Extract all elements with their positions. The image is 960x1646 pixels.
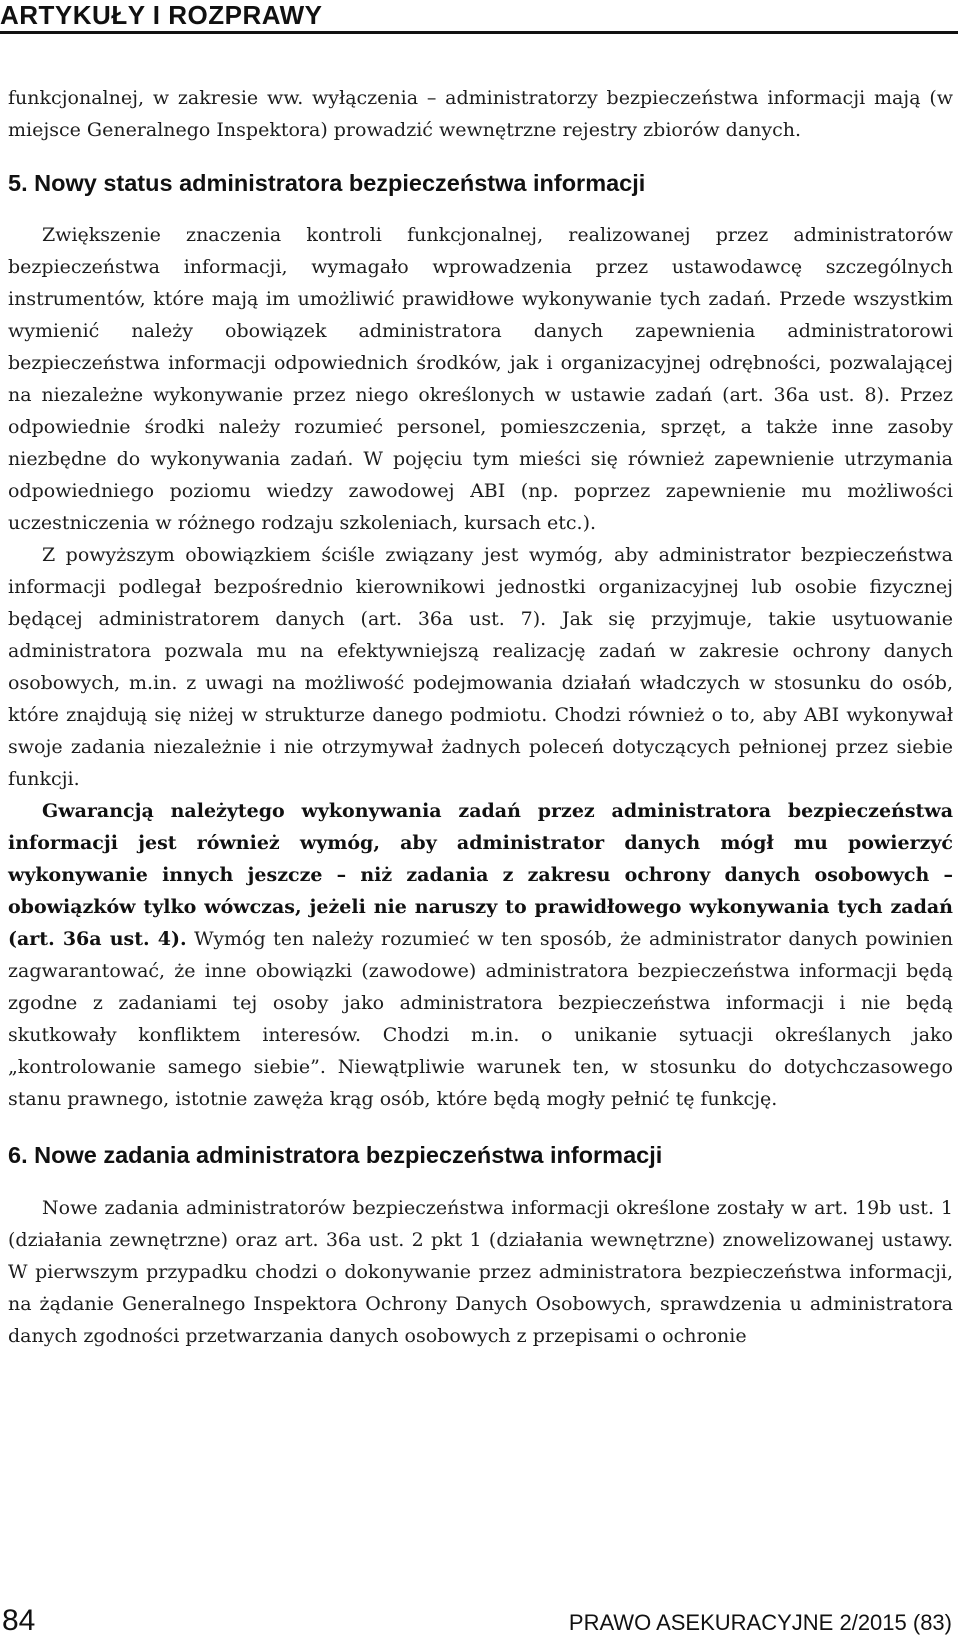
page-number: 84 <box>2 1604 36 1637</box>
paragraph: Zwiększenie znaczenia kontroli funkcjonalnej, realizowanej przez administratorów bezpieczeństwa informacji, wymagało wprowadzenia przez ustawodawcę szczególnych instrumentów, które mają im umożliwić prawidłowe wykonywanie tych zadań. Przede wszystkim wymienić należy obowiązek administratora danych zapewnienia administratorowi bezpieczeństwa informacji odpowiednich środków, jak i organizacyjnej odrębności, pozwalającej na niezależne wykonywanie przez niego określonych w ustawie zadań (art. 36a ust. 8). Przez odpowiednie środki należy rozumieć personel, pomieszczenia, sprzęt, a także inne zasoby niezbędne do wykonywania zadań. W pojęciu tym mieści się również zapewnienie utrzymania odpowiedniego poziomu wiedzy zawodowej ABI (np. poprzez zapewnienie mu możliwości uczestniczenia w różnego rodzaju szkoleniach, kursach etc.). <box>8 224 953 534</box>
journal-title: PRAWO ASEKURACYJNE 2/2015 (83) <box>568 1610 952 1635</box>
section-label: ARTYKUŁY I ROZPRAWY <box>0 0 323 30</box>
article-body <box>8 82 953 1352</box>
paragraph-with-emphasis <box>8 795 953 1115</box>
section-heading-5: 5. Nowy status administratora bezpieczeństwa informacji <box>8 170 646 196</box>
paragraph: Nowe zadania administratorów bezpieczeństwa informacji określone zostały w art. 19b ust. 1 (działania zewnętrzne) oraz art. 36a ust. 2 pkt 1 (działania wewnętrzne) znowelizowanej ustawy. W pierwszym przypadku chodzi o dokonywanie przez administratora bezpieczeństwa informacji, na żądanie Generalnego Inspektora Ochrony Danych Osobowych, sprawdzenia u administratora danych zgodności przetwarzania danych osobowych z przepisami o ochronie <box>8 1197 953 1347</box>
paragraph-text: Wymóg ten należy rozumieć w ten sposób, że administrator danych powinien zagwarantować, że inne obowiązki (zawodowe) administratora bezpieczeństwa informacji będą zgodne z zadaniami tej osoby jako administratora bezpieczeństwa informacji i nie będą skutkowały konfliktem interesów. Chodzi m.in. o unikanie sytuacji określanych jako „kontrolowanie samego siebie”. Niewątpliwie warunek ten, w stosunku do dotychczasowego stanu prawnego, istotnie zawęża krąg osób, które będą mogły pełnić tę funkcję. <box>8 928 953 1110</box>
paragraph: Z powyższym obowiązkiem ściśle związany jest wymóg, aby administrator bezpieczeństwa informacji podlegał bezpośrednio kierownikowi jednostki organizacyjnej lub osobie fizycznej będącej administratorem danych (art. 36a ust. 7). Jak się przyjmuje, takie usytuowanie administratora pozwala mu na efektywniejszą realizację zadań w zakresie ochrony danych osobowych, m.in. z uwagi na możliwość podejmowania działań władczych w stosunku do osób, które znajdują się niżej w strukturze danego podmiotu. Chodzi również o to, aby ABI wykonywał swoje zadania niezależnie i nie otrzymywał żadnych poleceń dotyczących pełnionej przez siebie funkcji. <box>8 544 953 790</box>
page-footer <box>0 1604 960 1646</box>
section-heading-6: 6. Nowe zadania administratora bezpieczeństwa informacji <box>8 1142 663 1168</box>
header-rule <box>0 31 958 34</box>
emphasized-text: Gwarancją należytego wykonywania zadań przez administratora bezpieczeństwa informacji jest również wymóg, aby administrator danych mógł mu powierzyć wykonywanie innych jeszcze – niż zadania z zakresu ochrony danych osobowych – obowiązków tylko wówczas, jeżeli nie naruszy to prawidłowego wykonywania tych zadań (art. 36a ust. 4). <box>8 800 953 950</box>
paragraph-continuation: funkcjonalnej, w zakresie ww. wyłączenia – administratorzy bezpieczeństwa informacji mają (w miejsce Generalnego Inspektora) prowadzić wewnętrzne rejestry zbiorów danych. <box>8 87 953 141</box>
